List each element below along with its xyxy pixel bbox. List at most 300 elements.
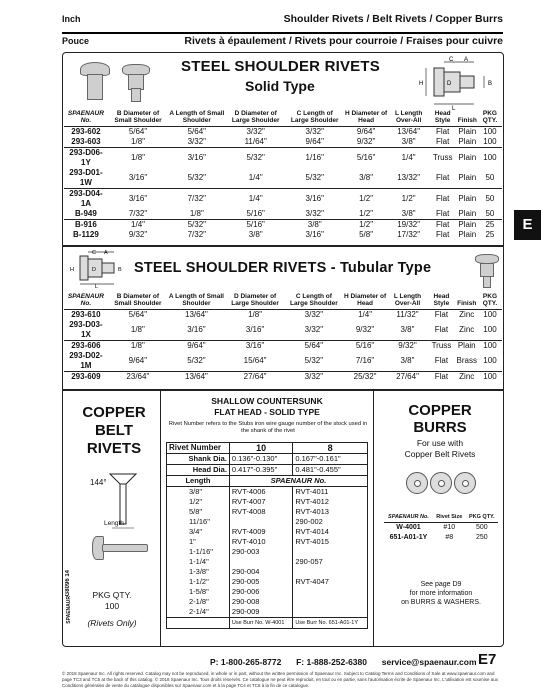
tubular-cell: 100: [483, 310, 497, 320]
tubular-cell: Zinc: [459, 310, 475, 320]
belt-cell: [293, 547, 368, 557]
tubular-cell: 23/64": [108, 372, 168, 383]
belt-headdia-10: 0.417"-0.395": [229, 465, 292, 476]
tubular-row: [64, 310, 502, 321]
tubular-table: [64, 293, 502, 382]
belt-pkg: [80, 590, 144, 629]
solid-cell: 1/16": [286, 148, 344, 169]
belt-headdia-label: Head Dia.: [167, 465, 230, 476]
solid-cell: 293-D01-1W: [69, 168, 103, 188]
belt-angle: 144°: [90, 478, 107, 487]
tubular-cell: 5/32": [187, 356, 206, 366]
solid-cell: Plain: [458, 173, 477, 183]
tubular-cell: Plain: [456, 341, 478, 352]
tub-label-h: H: [70, 267, 74, 273]
solid-cell: 7/32": [128, 209, 148, 219]
belt-table: [166, 442, 368, 629]
footer-page: E7: [478, 651, 497, 668]
tubular-cell: 1/8": [108, 341, 168, 352]
belt-row: [167, 487, 368, 498]
solid-cell: Flat: [429, 220, 457, 231]
tubular-cell: Zinc: [459, 325, 475, 335]
belt-row: [167, 567, 368, 577]
burrs-image: [406, 468, 476, 498]
diagram-label-c: C: [449, 57, 454, 63]
belt-cell: RVT-4012: [295, 497, 329, 506]
header-rule: [62, 32, 503, 34]
solid-cell: 5/32": [305, 173, 324, 183]
belt-cell: RVT-4011: [295, 487, 329, 496]
burrs-see-page: [384, 580, 498, 607]
solid-cell: Plain: [458, 137, 477, 147]
belt-shank-10: 0.136"-0.130": [229, 454, 292, 465]
solid-cell: 3/8": [286, 220, 344, 231]
solid-cell: Plain: [458, 230, 477, 240]
tubular-cell: 1/8": [248, 310, 263, 320]
tubular-cell: 293-606: [64, 341, 108, 352]
tubular-col-6: L Length Over-All: [388, 293, 428, 310]
solid-cell: 19/32": [389, 220, 429, 231]
footer-phone: P: 1-800-265-8772: [210, 657, 282, 667]
solid-cell: Plain: [457, 189, 478, 210]
solid-cell: 50: [485, 173, 495, 183]
belt-title-1: COPPER: [82, 404, 146, 421]
solid-cell: 100: [483, 137, 497, 147]
burrs-cell: #10: [443, 524, 456, 531]
belt-cell: 290-002: [295, 517, 323, 526]
solid-cell: 11/64": [244, 137, 267, 147]
belt-cell: RVT-4006: [229, 487, 292, 498]
belt-table-title: [160, 396, 374, 418]
tubular-cell: 25/32": [343, 372, 388, 383]
solid-cell: Plain: [458, 220, 477, 230]
solid-cell: 3/8": [401, 209, 416, 219]
burrs-title-2: BURRS: [413, 419, 467, 436]
tubular-col-2: A Length of Small Shoulder: [168, 293, 225, 310]
burrs-cell: 500: [475, 524, 488, 531]
belt-shank-label: Shank Dia.: [167, 454, 230, 465]
solid-col-6: L Length Over-All: [389, 110, 429, 127]
solid-cell: B-1129: [73, 230, 99, 240]
tubular-cell: Zinc: [456, 372, 478, 383]
solid-cell: 1/4": [225, 189, 286, 210]
solid-cell: Truss: [429, 148, 457, 169]
belt-cell: 3/8": [167, 487, 230, 498]
diagram-label-b: B: [488, 81, 493, 87]
belt-title: [72, 404, 156, 458]
tubular-cell: 293-610: [71, 310, 101, 320]
tubular-cell: 293-D02-1M: [69, 351, 103, 371]
diagram-label-h: H: [419, 81, 424, 87]
belt-cell: 290-005: [229, 577, 292, 587]
solid-cell: 1/8": [131, 137, 145, 147]
diagram-label-a: A: [464, 57, 469, 63]
belt-title-2: BELT: [94, 422, 134, 439]
tubular-cell: 9/64": [128, 356, 148, 366]
tubular-dimension-diagram: [66, 248, 130, 288]
solid-col-2: A Length of Small Shoulder: [168, 110, 225, 127]
belt-pkg-label: PKG QTY.: [92, 590, 132, 600]
solid-cell: 5/64": [187, 127, 207, 137]
belt-row: [167, 527, 368, 537]
diagram-label-d: D: [447, 81, 452, 87]
solid-cell: 5/64": [128, 127, 148, 137]
tubular-cell: 15/64": [243, 356, 267, 366]
tubular-cell: Truss: [427, 341, 455, 352]
burrs-table: [384, 512, 498, 543]
tubular-cell: 27/64": [225, 372, 285, 383]
solid-cell: 17/32": [397, 230, 421, 240]
burrs-subtitle-2: Copper Belt Rivets: [404, 449, 476, 459]
footer-contact: [210, 657, 477, 667]
burr-washer-3: [454, 472, 476, 494]
solid-col-3: D Diameter of Large Shoulder: [225, 110, 286, 127]
tubular-cell: 3/32": [304, 310, 324, 320]
section-tab: E: [514, 210, 541, 240]
solid-cell: 1/2": [389, 189, 429, 210]
section-divider: [62, 245, 504, 247]
solid-cell: 3/16": [128, 173, 148, 183]
tubular-cell: 100: [483, 325, 497, 335]
belt-shank-8: 0.167"-0.161": [295, 454, 341, 463]
tubular-cell: 27/64": [388, 372, 428, 383]
solid-cell: 5/16": [344, 148, 389, 169]
belt-title-3: RIVETS: [86, 440, 142, 457]
burrs-col-no: SPAENAUR No.: [388, 514, 429, 520]
belt-cell: 290-009: [229, 607, 292, 618]
tubular-cell: 100: [478, 372, 502, 383]
tubular-cell: 11/32": [396, 310, 419, 320]
burrs-cell: 250: [475, 534, 488, 541]
solid-cell: Flat: [436, 137, 450, 147]
belt-rivet-image: [92, 530, 152, 565]
belt-cell: RVT-4010: [229, 537, 292, 547]
belt-length-label: Length: [104, 520, 124, 527]
solid-cell: B-916: [64, 220, 108, 231]
tubular-cell: 3/8": [400, 325, 415, 335]
solid-row: [64, 148, 502, 169]
burrs-row: [384, 533, 498, 543]
tubular-cell: 293-609: [64, 372, 108, 383]
belt-cell: [293, 567, 368, 577]
tub-label-l: L: [95, 284, 99, 288]
belt-head-10: 10: [229, 443, 292, 454]
tubular-cell: 5/64": [128, 310, 148, 320]
solid-cell: 7/32": [187, 230, 207, 240]
belt-burr-note-10: Use Burr No. W-4001: [229, 618, 292, 629]
solid-cell: 100: [478, 148, 502, 169]
solid-subtitle: Solid Type: [245, 78, 315, 94]
tubular-col-1: B Diameter of Small Shoulder: [108, 293, 168, 310]
solid-cell: Flat: [436, 209, 450, 219]
burr-washer-1: [406, 472, 428, 494]
tubular-table-wrap: [64, 293, 502, 382]
tubular-cell: Flat: [434, 356, 449, 366]
solid-cell: 1/4": [108, 220, 168, 231]
solid-cell: 293-603: [71, 137, 101, 147]
see-page-1: See page D9: [420, 581, 462, 588]
solid-cell: 5/32": [225, 148, 286, 169]
belt-cell: 290-003: [229, 547, 292, 557]
solid-cell: 1/2": [344, 189, 389, 210]
solid-cell: 3/8": [401, 137, 416, 147]
solid-cell: 3/32": [305, 127, 324, 137]
solid-col-8: Finish: [457, 110, 478, 127]
belt-length-head: Length: [167, 476, 230, 487]
tubular-cell: 5/64": [285, 341, 342, 352]
footer-legal: © 2018 Spaenaur Inc. All rights reserved. Catalog may not be reproduced, in whole or in part, without the written permission of Spaenaur Inc. Subject to Catalog Terms and Conditions of Sale at www.spaenaur.com and page TC3 and TC5 at the back of this catalog. © 2018 Spaenaur Inc. Tous droits réservés. Ce catalogue ne peut être reproduit, en tout ou en partie, sans l'autorisation écrite de Spaenaur Inc. L'utilisation est soumise aux Conditions générales de vente du catalogue disponibles sur Spaenaur.com et à la page TC4 et TC6 à la fin de ce catalogue.: [62, 671, 499, 688]
solid-row: [64, 209, 502, 220]
solid-cell: 9/32": [128, 230, 148, 240]
tubular-cell: Flat: [427, 372, 455, 383]
belt-pkg-value: 100: [104, 601, 120, 611]
solid-title: STEEL SHOULDER RIVETS: [181, 58, 380, 75]
tubular-rivet-image: [475, 252, 501, 292]
solid-cell: 50: [485, 209, 495, 219]
belt-cell: 1-1/4": [167, 557, 230, 567]
solid-cell: 1/4": [248, 173, 263, 183]
solid-cell: 3/16": [168, 148, 225, 169]
tubular-col-5: H Diameter of Head: [343, 293, 388, 310]
belt-cell: 2-1/4": [167, 607, 230, 618]
tubular-cell: 3/8": [400, 356, 415, 366]
tubular-cell: 7/16": [355, 356, 375, 366]
solid-row: [64, 168, 502, 189]
tub-label-c: C: [92, 250, 96, 256]
solid-cell: 9/64": [356, 127, 376, 137]
tubular-cell: 3/16": [187, 325, 206, 335]
solid-cell: 3/32": [187, 137, 207, 147]
tubular-cell: 100: [478, 341, 502, 352]
solid-cell: 3/8": [248, 230, 263, 240]
tubular-cell: 5/32": [304, 356, 324, 366]
burrs-subtitle: [378, 438, 502, 460]
belt-cell: 290-008: [229, 597, 292, 607]
see-page-3: on BURRS & WASHERS.: [401, 599, 481, 606]
belt-spaenaur-head: SPAENAUR No.: [270, 476, 327, 485]
belt-cell: RVT-4015: [295, 537, 329, 546]
solid-cell: 5/8": [359, 230, 374, 240]
belt-note: Rivet Number refers to the Stubs iron wire gauge number of the stock used in the shank of the rivet: [168, 421, 368, 434]
belt-cell: 290-057: [295, 557, 323, 566]
belt-cell: 11/16": [167, 517, 230, 527]
solid-cell: 1/8": [189, 209, 204, 219]
tubular-row: [64, 351, 502, 372]
solid-dimension-diagram: [416, 54, 502, 110]
tubular-row: [64, 372, 502, 383]
burrs-cell: W-4001: [396, 524, 421, 531]
solid-cell: 50: [478, 189, 502, 210]
belt-burr-note-8: Use Burr No. 651-A01-1Y: [295, 620, 358, 626]
belt-row: [167, 497, 368, 507]
tubular-cell: 1/8": [130, 325, 145, 335]
solid-cell: 13/64": [397, 127, 421, 137]
solid-cell: 3/8": [359, 173, 374, 183]
footer-fax: F: 1-888-252-6380: [296, 657, 367, 667]
solid-cell: 13/32": [397, 173, 421, 183]
solid-cell: 5/16": [246, 209, 265, 219]
solid-cell: B-949: [75, 209, 97, 219]
tubular-row: [64, 341, 502, 352]
burrs-row: [384, 523, 498, 534]
tubular-col-8: Finish: [456, 293, 478, 310]
tubular-cell: 3/32": [285, 372, 342, 383]
solid-cell: Flat: [436, 127, 450, 137]
solid-cell: Flat: [436, 230, 450, 240]
belt-cell: [293, 597, 368, 607]
solid-cell: 3/32": [246, 127, 265, 137]
tubular-cell: 9/32": [388, 341, 428, 352]
belt-row: [167, 537, 368, 547]
belt-cell: RVT-4047: [295, 577, 329, 586]
tubular-cell: 9/64": [168, 341, 225, 352]
belt-cell: 1/2": [167, 497, 230, 507]
tubular-cell: 5/16": [343, 341, 388, 352]
solid-cell: 5/32": [168, 220, 225, 231]
solid-cell: 25: [485, 230, 495, 240]
belt-cell: RVT-4013: [295, 507, 329, 516]
solid-rivet-image: [70, 58, 165, 106]
tubular-col-7: Head Style: [427, 293, 455, 310]
belt-row: [167, 557, 368, 567]
burrs-cell: 651-A01-1Y: [389, 534, 428, 541]
burrs-col-pkg: PKG QTY.: [468, 514, 495, 520]
tubular-col-3: D Diameter of Large Shoulder: [225, 293, 285, 310]
solid-cell: 5/16": [225, 220, 286, 231]
belt-cell: RVT-4014: [295, 527, 329, 536]
solid-col-1: B Diameter of Small Shoulder: [108, 110, 168, 127]
belt-row: [167, 547, 368, 557]
solid-col-5: H Diameter of Head: [344, 110, 389, 127]
tub-label-b: B: [118, 267, 122, 273]
burr-washer-2: [430, 472, 452, 494]
tubular-cell: 3/16": [245, 325, 265, 335]
solid-cell: 3/16": [108, 189, 168, 210]
solid-cell: 1/8": [108, 148, 168, 169]
belt-cell: 1-5/8": [167, 587, 230, 597]
solid-col-7: Head Style: [429, 110, 457, 127]
belt-headdia-8: 0.481"-0.455": [295, 465, 341, 474]
solid-cell: Plain: [457, 148, 478, 169]
tubular-cell: 1/4": [358, 310, 373, 320]
tubular-col-0: SPAENAUR No.: [64, 293, 108, 310]
belt-table-wrap: [166, 442, 368, 629]
tubular-cell: 13/64": [185, 310, 208, 320]
solid-cell: Flat: [429, 189, 457, 210]
solid-cell: Flat: [436, 173, 450, 183]
solid-cell: 3/32": [305, 209, 324, 219]
belt-cell: 1": [167, 537, 230, 547]
solid-cell: Plain: [458, 209, 477, 219]
solid-cell: 293-D04-1A: [64, 189, 108, 210]
burrs-col-size: Rivet Size: [436, 514, 463, 520]
solid-row: [64, 137, 502, 148]
tubular-cell: 3/16": [225, 341, 285, 352]
side-brand: SPAENAUR: [66, 596, 72, 624]
burrs-title-1: COPPER: [408, 402, 472, 419]
burrs-subtitle-1: For use with: [416, 438, 464, 448]
solid-cell: 3/16": [286, 189, 344, 210]
solid-cell: 293-D06-1Y: [64, 148, 108, 169]
belt-head-8: 8: [327, 443, 333, 453]
solid-cell: 7/32": [168, 189, 225, 210]
solid-table: [64, 110, 502, 240]
solid-cell: 3/16": [305, 230, 324, 240]
solid-row: [64, 230, 502, 240]
tubular-cell: Brass: [456, 356, 477, 366]
belt-row: [167, 607, 368, 618]
belt-row: [167, 517, 368, 527]
belt-cell: [293, 587, 368, 597]
tubular-cell: 13/64": [168, 372, 225, 383]
solid-row: [64, 189, 502, 210]
belt-row: [167, 507, 368, 517]
burrs-table-wrap: [384, 512, 498, 543]
belt-cell: RVT-4007: [229, 497, 292, 507]
tubular-cell: 9/32": [355, 325, 375, 335]
belt-row: [167, 597, 368, 607]
belt-rivets-only: (Rivets Only): [87, 618, 137, 628]
solid-cell: 5/32": [187, 173, 207, 183]
belt-cell: [293, 607, 368, 618]
belt-cell: 3/4": [167, 527, 230, 537]
tubular-cell: 293-D03-1X: [69, 320, 103, 340]
belt-table-title-1: SHALLOW COUNTERSUNK: [211, 396, 323, 406]
footer-email[interactable]: service@spaenaur.com: [381, 657, 477, 667]
solid-cell: 1/2": [344, 220, 389, 231]
belt-row: [167, 587, 368, 597]
solid-row: [64, 220, 502, 231]
tubular-cell: Flat: [434, 310, 449, 320]
tubular-cell: 3/32": [304, 325, 324, 335]
side-code: G8096 14: [65, 570, 71, 597]
tubular-col-4: C Length of Large Shoulder: [285, 293, 342, 310]
belt-cell: 1-3/8": [167, 567, 230, 577]
belt-cell: 5/8": [167, 507, 230, 517]
unit-en: Inch: [62, 14, 81, 24]
belt-cell: 1-1/16": [167, 547, 230, 557]
solid-row: [64, 127, 502, 138]
belt-row: [167, 577, 368, 587]
belt-cell: 2-1/8": [167, 597, 230, 607]
solid-table-wrap: [64, 110, 502, 240]
belt-table-title-2: FLAT HEAD - SOLID TYPE: [214, 407, 320, 417]
tub-label-a: A: [104, 250, 108, 256]
tubular-col-9: PKG QTY.: [478, 293, 502, 310]
see-page-2: for more information: [409, 590, 473, 597]
tub-label-d: D: [92, 267, 96, 273]
belt-cell: 1-1/2": [167, 577, 230, 587]
belt-cell: [229, 557, 292, 567]
solid-cell: 100: [483, 127, 497, 137]
belt-cell: [229, 517, 292, 527]
tubular-title: STEEL SHOULDER RIVETS - Tubular Type: [134, 260, 432, 276]
solid-cell: 1/2": [359, 209, 374, 219]
solid-cell: 9/64": [305, 137, 324, 147]
solid-cell: Plain: [458, 127, 477, 137]
tubular-cell: 100: [483, 356, 497, 366]
solid-cell: 25: [478, 220, 502, 231]
tubular-row: [64, 320, 502, 341]
solid-col-4: C Length of Large Shoulder: [286, 110, 344, 127]
solid-col-0: SPAENAUR No.: [64, 110, 108, 127]
burrs-title: [378, 402, 502, 436]
burrs-cell: #8: [445, 534, 454, 541]
title-en: Shoulder Rivets / Belt Rivets / Copper Burrs: [283, 13, 503, 25]
belt-head-rivetno: Rivet Number: [167, 443, 230, 454]
title-fr: Rivets à épaulement / Rivets pour courroie / Fraises pour cuivre: [184, 35, 503, 47]
belt-cell: 290-006: [229, 587, 292, 597]
